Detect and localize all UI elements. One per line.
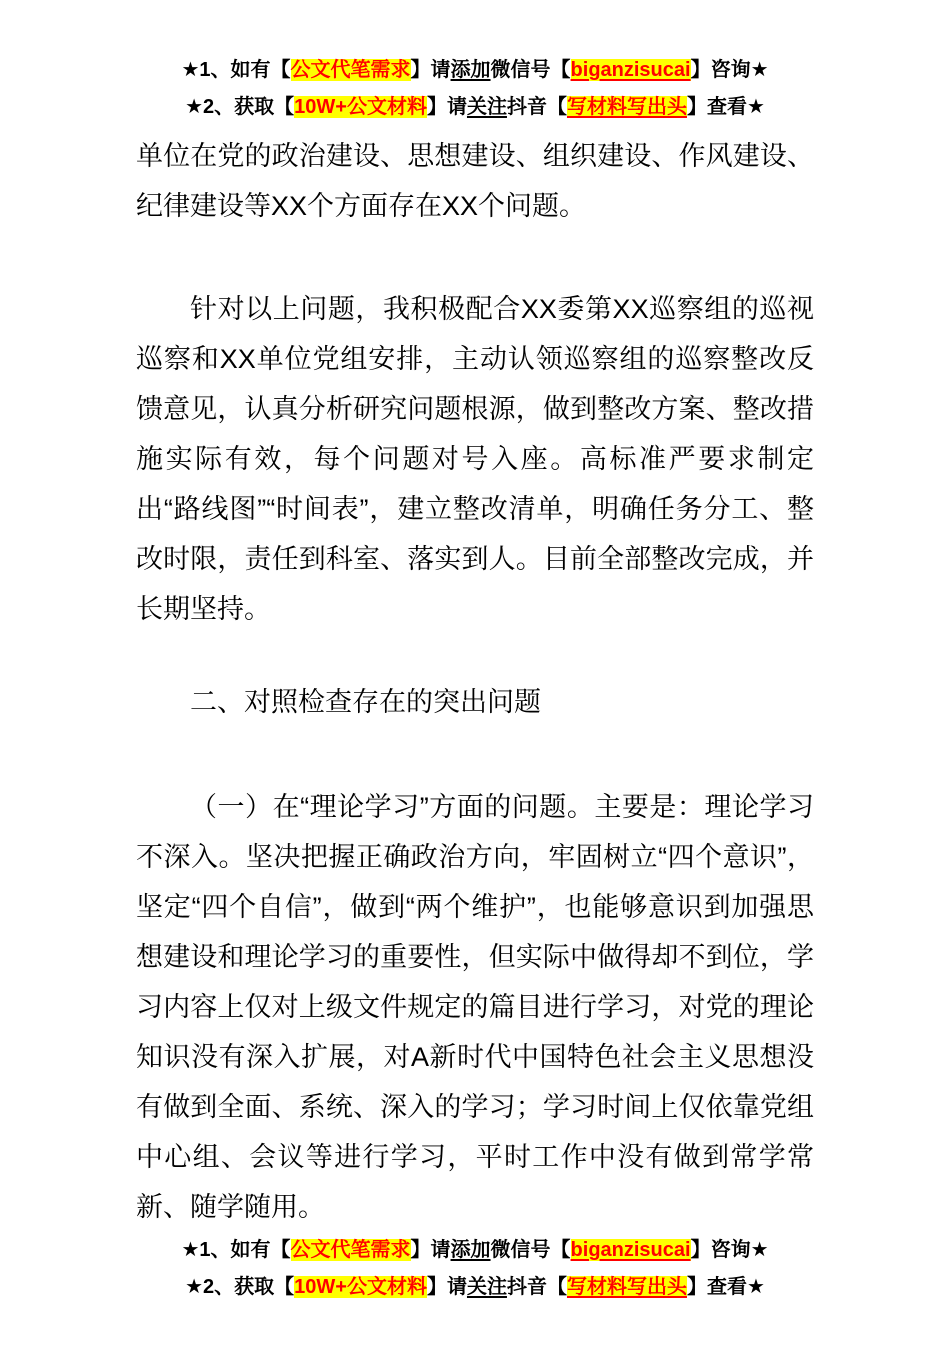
promo-mid: 】请 [410,1239,451,1261]
promo-header [136,52,814,126]
promo-suffix: 】查看★ [686,96,765,118]
promo-mid2: 抖音【 [506,1276,567,1298]
promo-prefix: ★2、获取【 [185,96,295,118]
promo-underline-action: 关注 [466,1276,507,1298]
promo-suffix: 】咨询★ [690,1239,769,1261]
paragraph-theory-study: （一）在“理论学习”方面的问题。主要是：理论学习不深入。坚决把握正确政治方向，牢固树立“四个意识”，坚定“四个自信”，做到“两个维护”，也能够意识到加强思想建设和理论学习的重要性，但实际中做得却不到位，学习内容上仅对上级文件规定的篇目进行学习，对党的理论知识没有深入扩展，对A新时代中国特色社会主义思想没有做到全面、系统、深入的学习；学习时间上仅依靠党组中心组、会议等进行学习，平时工作中没有做到常学常新、随学随用。 [136,792,814,1222]
document-body [136,131,814,1232]
paragraph-continuation: 单位在党的政治建设、思想建设、组织建设、作风建设、纪律建设等XX个方面存在XX个问题。 [136,141,814,221]
promo-mid: 】请 [410,59,451,81]
promo-mid: 】请 [426,96,467,118]
section-heading: 二、对照检查存在的突出问题 [190,687,541,717]
promo-footer [136,1232,814,1306]
promo-header-line-1 [136,52,814,89]
promo-douyin-id: 写材料写出头 [566,96,687,118]
promo-mid2: 微信号【 [490,1239,571,1261]
promo-prefix: ★1、如有【 [181,1239,291,1261]
promo-wechat-id: biganzisucai [570,1239,691,1261]
promo-suffix: 】咨询★ [690,59,769,81]
promo-highlight-materials: 10W+公文材料 [294,96,427,118]
promo-highlight-materials: 10W+公文材料 [294,1276,427,1298]
promo-header-line-2 [136,89,814,126]
promo-highlight-service: 公文代笔需求 [290,1239,411,1261]
promo-douyin-id: 写材料写出头 [566,1276,687,1298]
promo-mid2: 抖音【 [506,96,567,118]
promo-prefix: ★2、获取【 [185,1276,295,1298]
promo-prefix: ★1、如有【 [181,59,291,81]
promo-mid: 】请 [426,1276,467,1298]
promo-wechat-id: biganzisucai [570,59,691,81]
paragraph-rectification: 针对以上问题，我积极配合XX委第XX巡察组的巡视巡察和XX单位党组安排，主动认领巡察组的巡察整改反馈意见，认真分析研究问题根源，做到整改方案、整改措施实际有效，每个问题对号入座。高标准严要求制定出“路线图”“时间表”，建立整改清单，明确任务分工、整改时限，责任到科室、落实到人。目前全部整改完成，并长期坚持。 [136,294,814,624]
promo-footer-line-2 [136,1269,814,1306]
promo-underline-action: 关注 [466,96,507,118]
promo-suffix: 】查看★ [686,1276,765,1298]
promo-highlight-service: 公文代笔需求 [290,59,411,81]
promo-underline-action: 添加 [450,59,491,81]
promo-footer-line-1 [136,1232,814,1269]
promo-underline-action: 添加 [450,1239,491,1261]
promo-mid2: 微信号【 [490,59,571,81]
